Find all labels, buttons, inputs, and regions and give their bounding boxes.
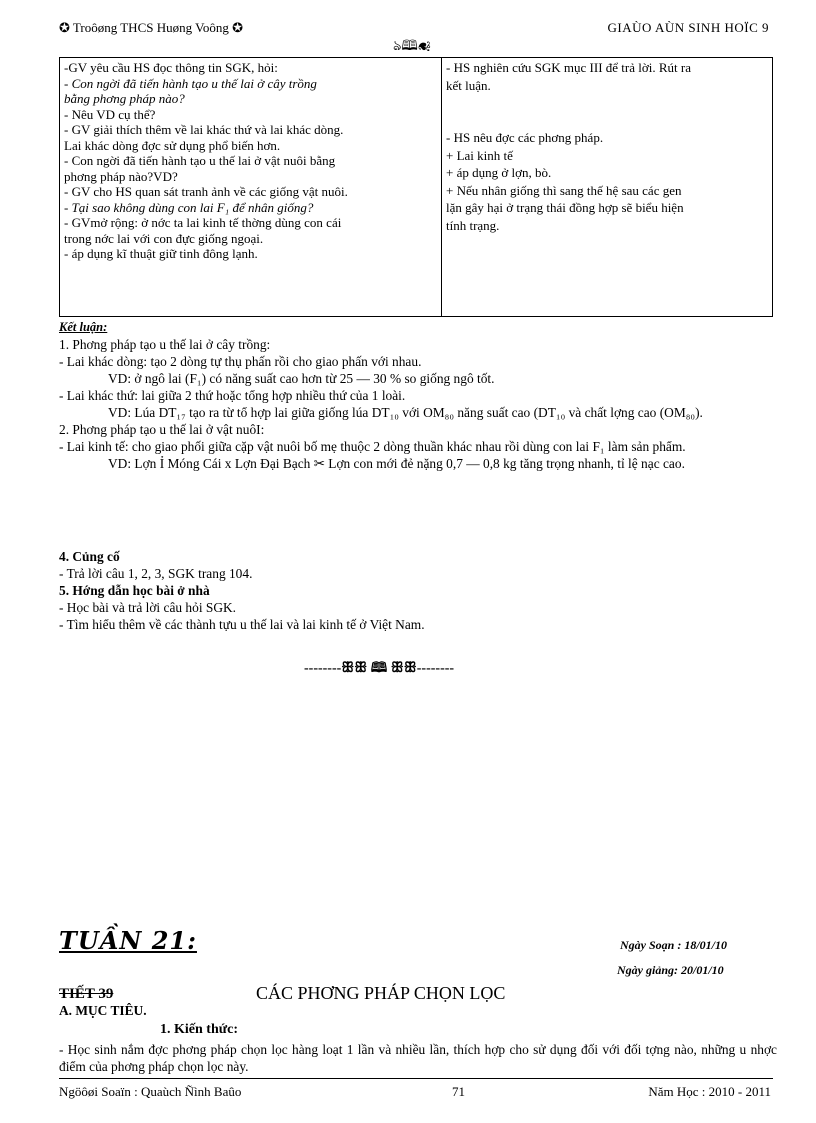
page-number: 71 [452, 1084, 465, 1099]
student-activity-line [446, 95, 768, 113]
consolidate-title: 4. Củng cố [59, 549, 120, 564]
teacher-activity-line: - GV cho HS quan sát tranh ảnh về các giống vật nuôi. [64, 184, 348, 199]
school-name: ✪ Troôøng THCS Huøng Voông ✪ [59, 20, 243, 35]
objectives-label: A. MỤC TIÊU. [59, 1003, 147, 1018]
teacher-activity-line: - Tại sao không dùng con lai F₁ để nhân giống? [64, 199, 314, 215]
homework-line: - Học bài và trả lời câu hỏi SGK. [59, 600, 237, 615]
teacher-activity-line: -GV yêu cầu HS đọc thông tin SGK, hỏi: [64, 60, 278, 75]
student-activity-line: + áp dụng ở lợn, bò. [446, 165, 552, 180]
student-activity-line: lặn gây hại ở trạng thái đồng hợp sẽ biểu hiện [446, 200, 684, 215]
teacher-activity-line: - Con ngời đã tiến hành tạo u thế lai ở vật nuôi bằng [64, 153, 336, 168]
teacher-activity-line: phơng pháp nào?VD? [64, 168, 178, 184]
student-activity-line: + Lai kinh tế [446, 147, 513, 163]
week-heading: TUẦN 21: [59, 926, 197, 955]
section-knowledge: 1. Kiến thức: [160, 1022, 239, 1037]
page-footer [59, 1078, 773, 1079]
conclusion-line: - Lai khác dòng: tạo 2 dòng tự thụ phấn rồi cho giao phấn với nhau. [59, 354, 422, 369]
conclusion-title: Kết luận: [59, 320, 108, 334]
section-objectives [59, 1003, 147, 1019]
homework-line: - Tìm hiểu thêm về các thành tựu u thế lai và lai kinh tế ở Việt Nam. [59, 617, 425, 632]
header-ornament: ঌ🕮☙ [393, 39, 431, 54]
teacher-activity-line: bằng phơng pháp nào? [64, 91, 185, 106]
lesson-title: CÁC PHƠNG PHÁP CHỌN LỌC [256, 983, 506, 1003]
conclusion-example: VD: Lúa DT₁₇ tạo ra từ tổ hợp lai giữa giống lúa DT₁₀ với OM₈₀ năng suất cao (DT₁₀ và chất lợng cao (OM₈₀). [108, 405, 703, 420]
date-taught: Ngày giảng: 20/01/10 [617, 963, 724, 977]
table-divider [441, 58, 442, 316]
teacher-activity-line: - GV giải thích thêm về lai khác thứ và lai khác dòng. [64, 122, 344, 137]
homework-title: 5. Hớng dẫn học bài ở nhà [59, 583, 210, 598]
student-activity-line: + Nếu nhân giống thì sang thế hệ sau các gen [446, 182, 682, 198]
student-activity-line [446, 113, 768, 131]
lesson-code: TIẾT 39 [59, 986, 114, 1002]
conclusion-heading-2: 2. Phơng pháp tạo u thế lai ở vật nuôI: [59, 422, 265, 437]
conclusion-section [59, 319, 777, 472]
teacher-activity-column [64, 60, 436, 262]
teacher-activity-line: trong nớc lai với con đực giống ngoại. [64, 230, 264, 246]
student-activity-column [446, 60, 768, 235]
teacher-activity-line: - Con ngời đã tiến hành tạo u thế lai ở cây trồng [64, 75, 317, 91]
conclusion-line: - Lai khác thứ: lai giữa 2 thứ hoặc tổng hợp nhiều thứ của 1 loài. [59, 388, 406, 403]
conclusion-example: VD: Lợn Ỉ Móng Cái x Lợn Đại Bạch ✂ Lợn con mới đẻ nặng 0,7 — 0,8 kg tăng trọng nhanh, tỉ lệ nạc cao. [108, 456, 685, 471]
student-activity-line: kết luận. [446, 77, 491, 93]
teacher-activity-line: - áp dụng kĩ thuật giữ tinh đông lạnh. [64, 246, 258, 261]
teacher-activity-line: - Nêu VD cụ thể? [64, 106, 156, 122]
knowledge-text: - Học sinh nắm đợc phơng pháp chọn lọc hàng loạt 1 lần và nhiều lần, thích hợp cho sử dụng đối với đối tợng nào, những u nhợc điểm của phơng pháp chọn lọc này. [59, 1042, 777, 1074]
consolidate-line: - Trả lời câu 1, 2, 3, SGK trang 104. [59, 566, 253, 581]
student-activity-line: - HS nghiên cứu SGK mục III để trả lời. Rút ra [446, 60, 691, 75]
conclusion-example: VD: ở ngô lai (F₁) có năng suất cao hơn từ 25 — 30 % so giống ngô tốt. [108, 371, 495, 386]
conclusion-line: - Lai kinh tế: cho giao phối giữa cặp vật nuôi bố mẹ thuộc 2 dòng thuần khác nhau rồi dùng con lai F₁ làm sản phẩm. [59, 439, 686, 454]
student-activity-line: - HS nêu đợc các phơng pháp. [446, 130, 604, 145]
teacher-activity-line: - GVmở rộng: ở nớc ta lai kinh tế thờng dùng con cái [64, 215, 342, 230]
conclusion-heading-1: 1. Phơng pháp tạo u thế lai ở cây trồng: [59, 337, 271, 352]
teacher-activity-line: Lai khác dòng đợc sử dụng phổ biến hơn. [64, 137, 281, 153]
section-separator: --------ꕥꕥ 🕮 ꕥꕥ-------- [304, 661, 455, 676]
review-section [59, 548, 777, 633]
date-prepared: Ngày Soạn : 18/01/10 [620, 938, 728, 952]
footer-year: Năm Học : 2010 - 2011 [648, 1084, 771, 1099]
student-activity-line: tính trạng. [446, 217, 500, 233]
subject-title: GIAÙO AÙN SINH HOÏC 9 [607, 20, 769, 35]
activity-table [59, 57, 773, 317]
footer-author: Ngöôøi Soaïn : Quaùch Ñình Baûo [59, 1084, 242, 1099]
